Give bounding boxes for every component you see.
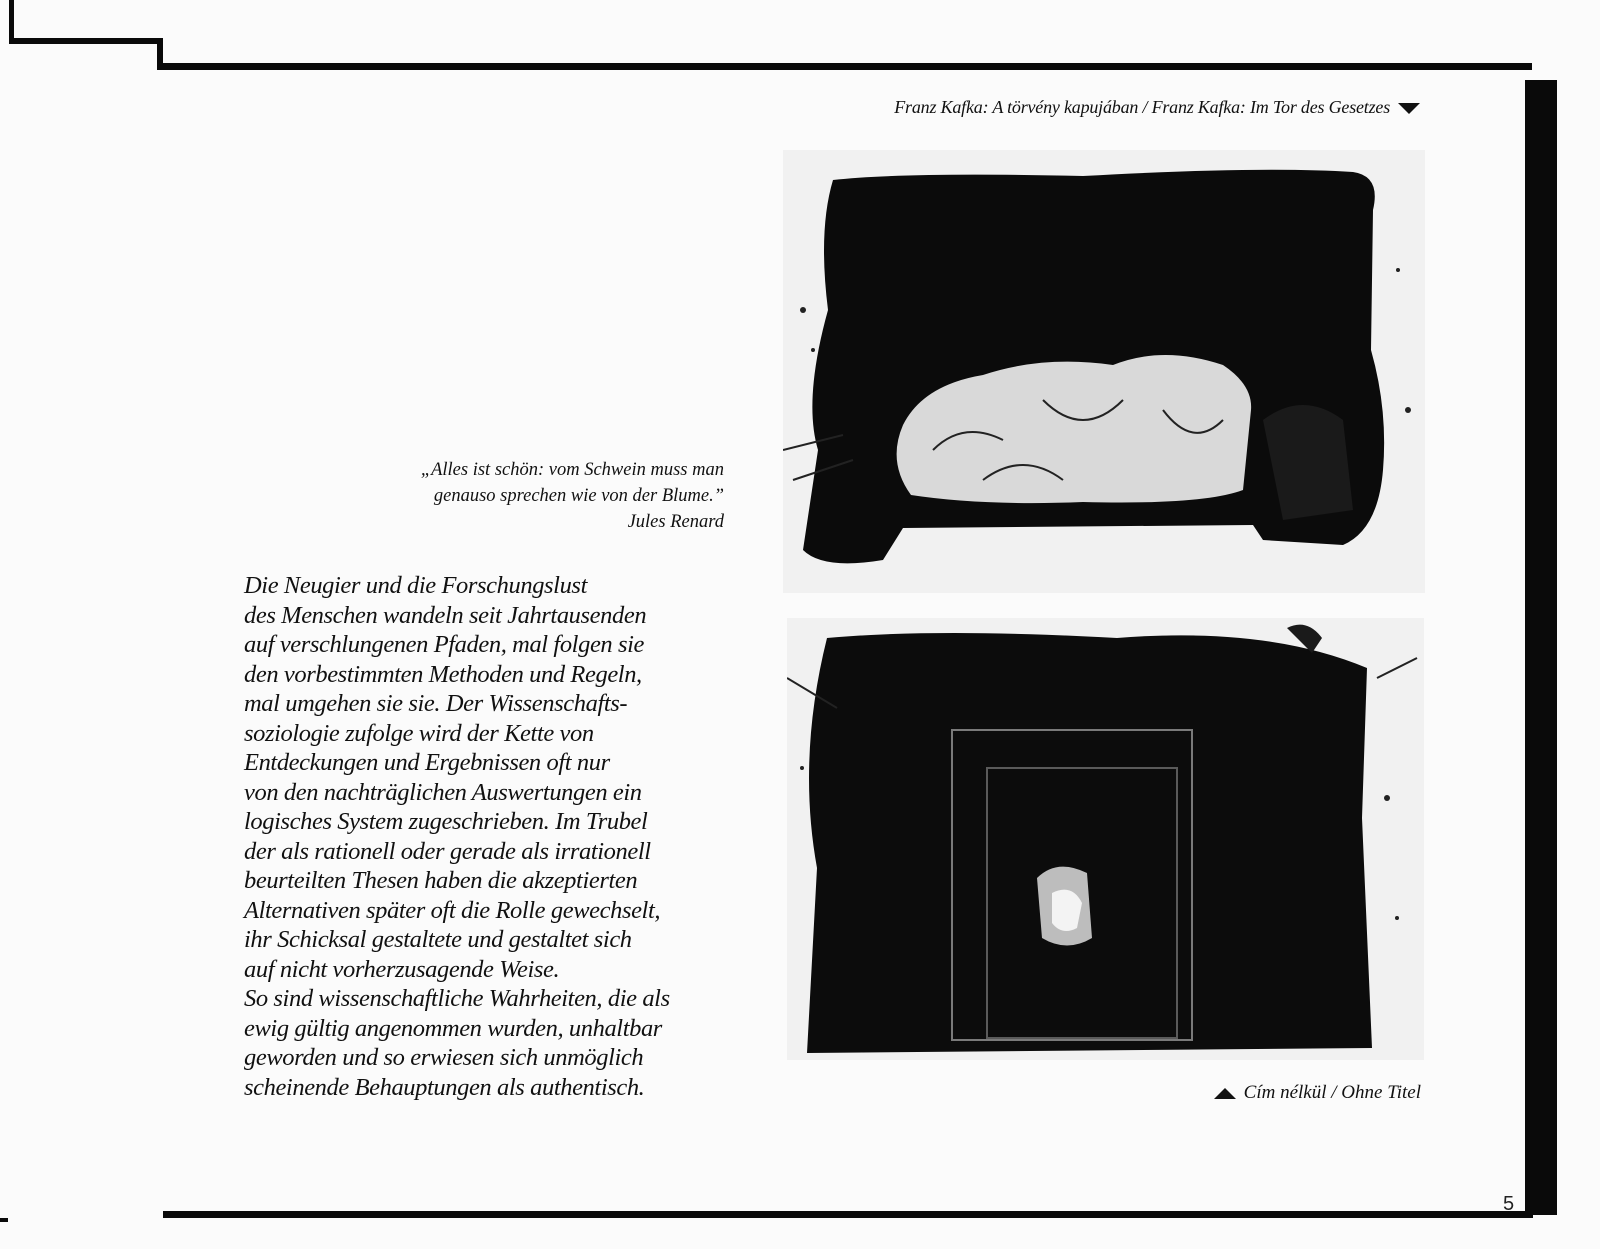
body-line: geworden und so erwiesen sich unmöglich bbox=[244, 1044, 644, 1071]
artwork-lower bbox=[787, 618, 1424, 1060]
body-line: von den nachträglichen Auswertungen ein bbox=[244, 778, 642, 806]
body-line: logisches System zugeschrieben. Im Trubel bbox=[244, 808, 648, 835]
body-line: des Menschen wandeln seit Jahrtausenden bbox=[244, 601, 647, 629]
body-line: Alternativen später oft die Rolle gewechselt, bbox=[244, 896, 661, 924]
frame-top-left-line bbox=[12, 38, 162, 44]
body-line: auf verschlungenen Pfaden, mal folgen sie bbox=[244, 631, 645, 658]
caption-bottom-text: Cím nélkül / Ohne Titel bbox=[1243, 1082, 1421, 1103]
caption-top-text: Franz Kafka: A törvény kapujában / Franz Kafka: Im Tor des Gesetzes bbox=[894, 97, 1390, 117]
artwork-upper-image bbox=[783, 150, 1425, 593]
artwork-caption-top bbox=[700, 97, 1420, 118]
body-line: soziologie zufolge wird der Kette von bbox=[244, 719, 594, 747]
frame-left-edge bbox=[9, 0, 14, 44]
body-line: ewig gültig angenommen wurden, unhaltbar bbox=[244, 1014, 662, 1042]
frame-top-line bbox=[157, 63, 1532, 70]
epigraph-quote bbox=[300, 457, 724, 535]
quote-line-1: „Alles ist schön: vom Schwein muss man bbox=[420, 460, 724, 480]
artwork-upper bbox=[783, 150, 1425, 593]
body-line: mal umgehen sie sie. Der Wissenschafts- bbox=[244, 690, 628, 717]
triangle-up-icon bbox=[1214, 1088, 1236, 1099]
body-line: So sind wissenschaftliche Wahrheiten, die als bbox=[244, 985, 670, 1012]
triangle-down-icon bbox=[1398, 103, 1420, 114]
artwork-caption-bottom bbox=[1000, 1082, 1421, 1104]
body-line: den vorbestimmten Methoden und Regeln, bbox=[244, 660, 642, 688]
page-number: 5 bbox=[1503, 1193, 1515, 1215]
body-line: der als rationell oder gerade als irrationell bbox=[244, 837, 651, 865]
body-line: auf nicht vorherzusagende Weise. bbox=[244, 955, 560, 983]
quote-line-2: genauso sprechen wie von der Blume.” bbox=[433, 486, 724, 506]
body-line: ihr Schicksal gestaltete und gestaltet sich bbox=[244, 926, 632, 953]
quote-author: Jules Renard bbox=[627, 512, 724, 532]
frame-right-edge bbox=[1525, 80, 1557, 1215]
body-line: scheinende Behauptungen als authentisch. bbox=[244, 1073, 645, 1101]
body-line: Entdeckungen und Ergebnissen oft nur bbox=[244, 749, 610, 776]
body-line: Die Neugier und die Forschungslust bbox=[244, 572, 587, 599]
frame-bottom-line bbox=[163, 1211, 1533, 1218]
frame-left-tick bbox=[0, 1218, 8, 1222]
body-line: beurteilten Thesen haben die akzeptierten bbox=[244, 867, 638, 894]
body-paragraph bbox=[244, 571, 764, 1102]
artwork-lower-image bbox=[787, 618, 1424, 1060]
